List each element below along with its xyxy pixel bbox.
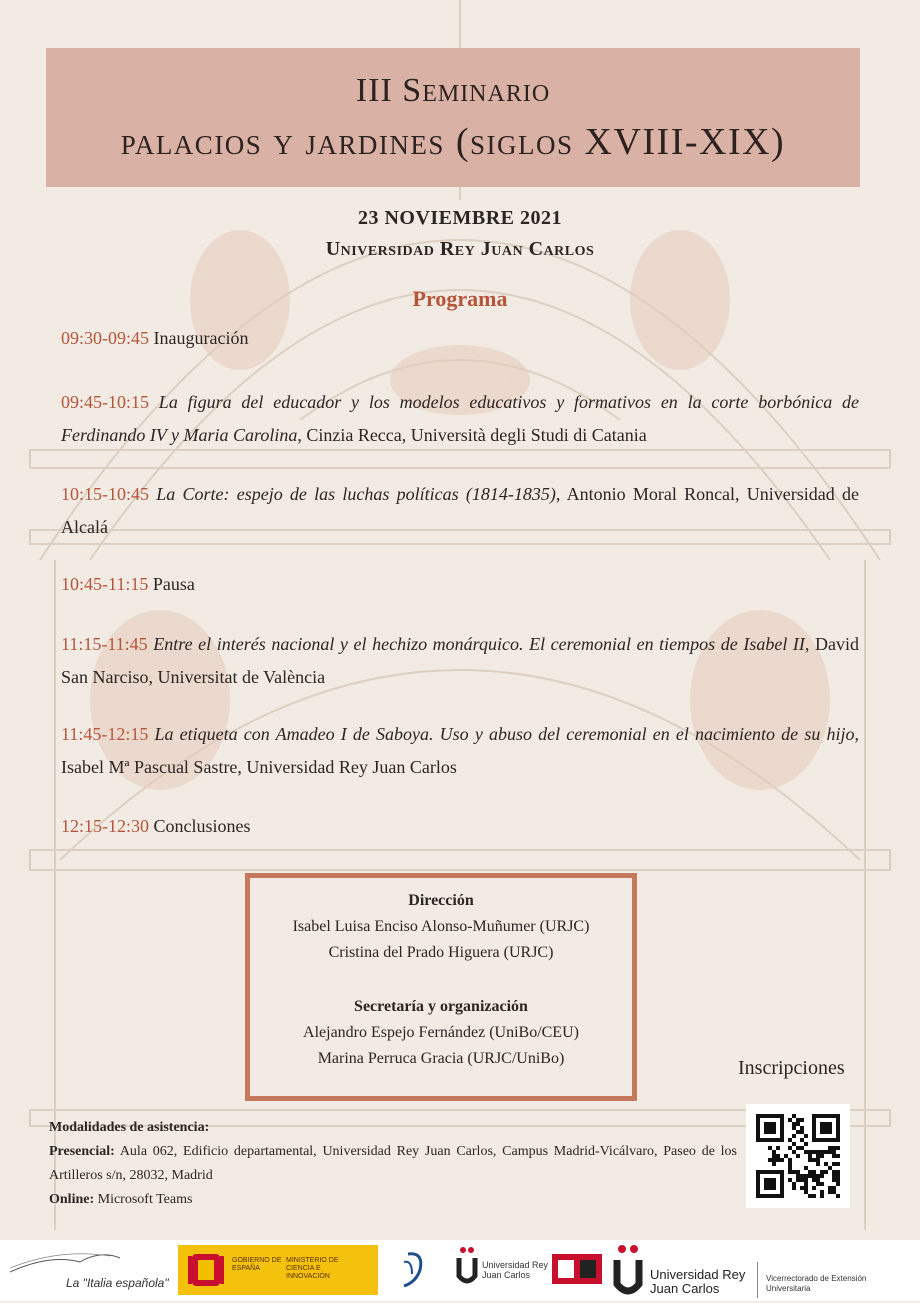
- direccion-person: Cristina del Prado Higuera (URJC): [328, 944, 554, 961]
- program-speaker: Pausa: [148, 574, 195, 594]
- program-item: [61, 568, 859, 601]
- sponsor-footer: [0, 1240, 920, 1301]
- title-band: [46, 48, 860, 187]
- qr-code-graphic: [746, 1104, 850, 1208]
- qr-code-icon[interactable]: [746, 1104, 850, 1208]
- program-time: 09:45-10:15: [61, 392, 149, 412]
- urjc-logo-small: [456, 1246, 549, 1291]
- secretaria-person: Alejandro Espejo Fernández (UniBo/CEU): [303, 1024, 579, 1041]
- event-date: 23 NOVIEMBRE 2021: [357, 207, 563, 229]
- program-speaker: Inauguración: [149, 328, 249, 348]
- attendance-modes: [49, 1116, 737, 1212]
- program-speaker: Conclusiones: [149, 816, 251, 836]
- urjc-u-icon: [612, 1244, 644, 1298]
- program-talk-title: La figura del educador y los modelos educativos y formativos en la corte borbónica de Ferdinando IV y Maria Carolina: [61, 392, 859, 445]
- program-heading: Programa: [412, 286, 508, 311]
- program-item: [61, 386, 859, 452]
- mountain-sketch-icon: [10, 1244, 170, 1274]
- vicerrectorado-text: Vicerrectorado de Extensión Universitaria: [766, 1274, 867, 1293]
- presencial-label: Presencial:: [49, 1144, 115, 1159]
- institution-emblem-icon: [398, 1248, 428, 1292]
- presencial-text: Aula 062, Edificio departamental, Universidad Rey Juan Carlos, Campus Madrid-Vicálvaro, Paseo de los Artilleros s/n, 28032, Madrid: [49, 1144, 737, 1183]
- program-item: [61, 628, 859, 694]
- program-speaker: David San Narciso, Universitat de València: [61, 634, 859, 687]
- secretaria-person: Marina Perruca Gracia (URJC/UniBo): [317, 1050, 565, 1067]
- anniversary-25-icon: [552, 1254, 602, 1284]
- program-item: [61, 322, 859, 355]
- attendance-online: [49, 1188, 737, 1212]
- gobierno-text: GOBIERNO DE ESPAÑA: [232, 1257, 282, 1272]
- seminar-title: III Seminario: [355, 72, 551, 109]
- organization-box: [245, 873, 637, 1101]
- program-item: [61, 478, 859, 544]
- urjc-logo-large: [612, 1244, 746, 1303]
- seminar-subtitle: palacios y jardines (siglos XVIII-XIX): [120, 121, 786, 163]
- urjc-large-text: Universidad Rey Juan Carlos: [650, 1267, 746, 1296]
- program-time: 12:15-12:30: [61, 816, 149, 836]
- secretaria-heading: Secretaría y organización: [354, 998, 528, 1015]
- program-item: [61, 718, 859, 784]
- program-speaker: , Cinzia Recca, Università degli Studi di Catania: [297, 425, 647, 445]
- gobierno-espana-logo: [178, 1245, 378, 1295]
- online-label: Online:: [49, 1192, 95, 1207]
- attendance-presencial: [49, 1140, 737, 1188]
- spain-coat-of-arms-icon: [186, 1250, 226, 1290]
- event-venue: Universidad Rey Juan Carlos: [325, 238, 595, 260]
- urjc-u-icon: [456, 1246, 478, 1286]
- program-item: [61, 810, 859, 843]
- program-time: 11:15-11:45: [61, 634, 148, 654]
- direccion-person: Isabel Luisa Enciso Alonso-Muñumer (URJC): [292, 918, 590, 935]
- program-talk-title: Entre el interés nacional y el hechizo monárquico. El ceremonial en tiempos de Isabel II,: [147, 634, 810, 654]
- program-time: 09:30-09:45: [61, 328, 149, 348]
- program-time: 10:15-10:45: [61, 484, 149, 504]
- italia-espanola-logo: [10, 1244, 170, 1296]
- program-speaker: , Antonio Moral Roncal, Universidad de Alcalá: [61, 484, 859, 537]
- inscripciones-label: Inscripciones: [738, 1057, 845, 1079]
- online-text: Microsoft Teams: [94, 1192, 193, 1207]
- direccion-heading: Dirección: [408, 892, 474, 909]
- program-talk-title: La etiqueta con Amadeo I de Saboya. Uso y abuso del ceremonial en el nacimiento de su hijo,: [148, 724, 859, 744]
- italia-espanola-text: La "Italia española": [66, 1276, 169, 1290]
- attendance-heading: Modalidades de asistencia:: [49, 1120, 210, 1135]
- program-time: 10:45-11:15: [61, 574, 149, 594]
- program-time: 11:45-12:15: [61, 724, 149, 744]
- urjc-small-text: Universidad Rey Juan Carlos: [482, 1260, 549, 1280]
- ministerio-text: MINISTERIO DE CIENCIA E INNOVACIÓN: [286, 1257, 339, 1280]
- program-speaker: Isabel Mª Pascual Sastre, Universidad Rey Juan Carlos: [61, 757, 457, 777]
- program-talk-title: La Corte: espejo de las luchas políticas (1814-1835): [149, 484, 556, 504]
- footer-divider: [757, 1262, 758, 1298]
